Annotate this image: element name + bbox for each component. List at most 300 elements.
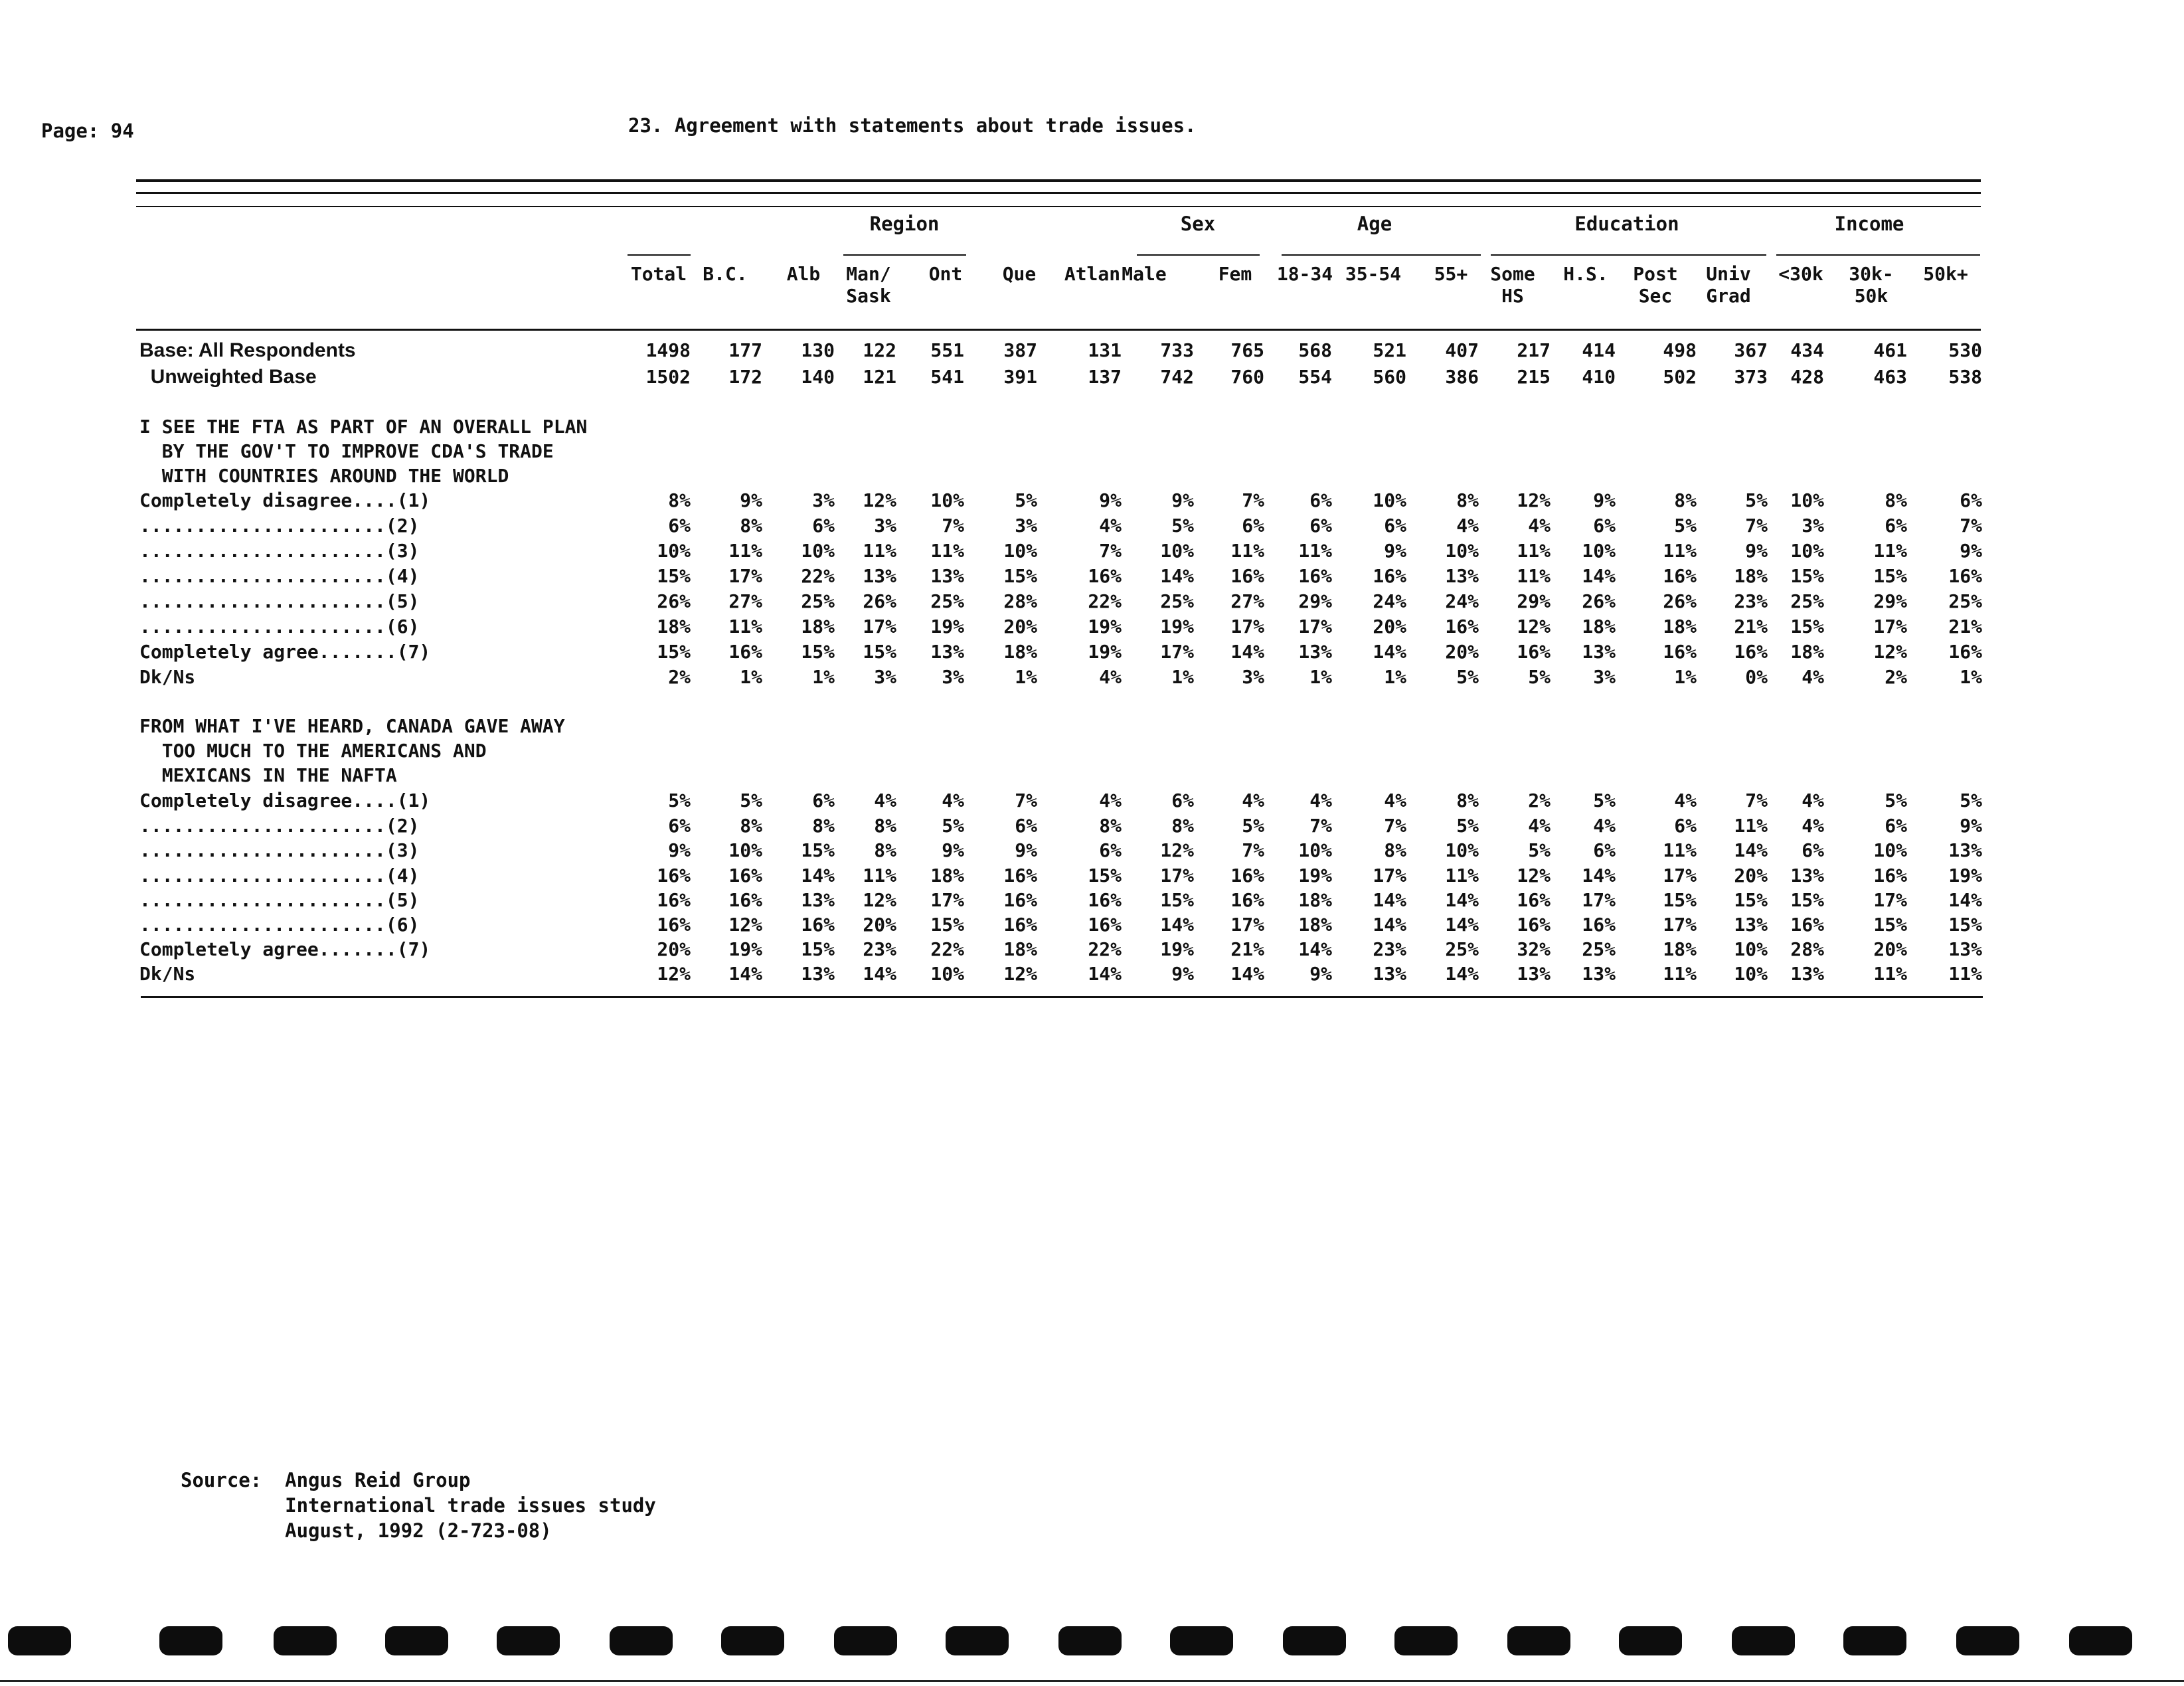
column-header: Ont (928, 263, 963, 285)
percent-cell: 11% (863, 865, 896, 886)
percent-cell: 17% (1663, 914, 1697, 936)
base-count-cell: 1502 (645, 366, 691, 388)
base-count-cell: 560 (1373, 366, 1406, 388)
percent-cell: 11% (1873, 540, 1907, 562)
percent-cell: 15% (657, 641, 691, 663)
percent-cell: 15% (1790, 889, 1824, 911)
base-count-cell: 554 (1298, 366, 1332, 388)
percent-cell: 8% (1384, 839, 1406, 861)
percent-cell: 16% (1517, 889, 1551, 911)
row-label: ......................(6) (139, 616, 420, 637)
percent-cell: 5% (1960, 790, 1982, 811)
percent-cell: 19% (1088, 641, 1122, 663)
percent-cell: 17% (1230, 914, 1264, 936)
percent-cell: 25% (801, 590, 835, 612)
row-label: Base: All Respondents (139, 339, 356, 361)
percent-cell: 15% (1003, 565, 1037, 587)
percent-cell: 10% (1373, 489, 1406, 511)
percent-cell: 11% (863, 540, 896, 562)
percent-cell: 16% (1230, 865, 1264, 886)
percent-cell: 2% (668, 666, 691, 688)
base-count-cell: 428 (1790, 366, 1824, 388)
percent-cell: 16% (728, 889, 762, 911)
percent-cell: 16% (1517, 914, 1551, 936)
percent-cell: 13% (1517, 963, 1551, 985)
percent-cell: 9% (1960, 540, 1982, 562)
percent-cell: 4% (1593, 815, 1616, 837)
row-label: ......................(6) (139, 914, 420, 936)
percent-cell: 9% (1015, 839, 1037, 861)
percent-cell: 16% (657, 914, 691, 936)
percent-cell: 5% (1456, 815, 1479, 837)
percent-cell: 14% (863, 963, 896, 985)
percent-cell: 19% (930, 616, 964, 637)
percent-cell: 2% (1528, 790, 1551, 811)
base-count-cell: 386 (1445, 366, 1479, 388)
percent-cell: 4% (1099, 790, 1122, 811)
percent-cell: 6% (1593, 839, 1616, 861)
percent-cell: 9% (1960, 815, 1982, 837)
percent-cell: 4% (1802, 666, 1824, 688)
percent-cell: 3% (942, 666, 964, 688)
percent-cell: 14% (1445, 889, 1479, 911)
percent-cell: 14% (728, 963, 762, 985)
percent-cell: 25% (1160, 590, 1194, 612)
percent-cell: 12% (1873, 641, 1907, 663)
percent-cell: 1% (1015, 666, 1037, 688)
row-label: Completely disagree....(1) (139, 489, 431, 511)
base-count-cell: 765 (1230, 339, 1264, 361)
percent-cell: 4% (1802, 815, 1824, 837)
percent-cell: 14% (1948, 889, 1982, 911)
base-count-cell: 1498 (645, 339, 691, 361)
row-label: ......................(4) (139, 865, 420, 886)
percent-cell: 7% (1242, 839, 1264, 861)
percent-cell: 17% (1873, 616, 1907, 637)
percent-cell: 16% (1948, 641, 1982, 663)
percent-cell: 13% (1790, 865, 1824, 886)
percent-cell: 16% (1663, 565, 1697, 587)
percent-cell: 9% (1309, 963, 1332, 985)
percent-cell: 17% (1663, 865, 1697, 886)
percent-cell: 6% (1309, 489, 1332, 511)
percent-cell: 3% (1242, 666, 1264, 688)
percent-cell: 22% (1088, 590, 1122, 612)
base-count-cell: 373 (1734, 366, 1768, 388)
percent-cell: 7% (1384, 815, 1406, 837)
percent-cell: 9% (668, 839, 691, 861)
percent-cell: 14% (1160, 914, 1194, 936)
column-header: 18-34 (1276, 263, 1333, 285)
base-count-cell: 733 (1160, 339, 1194, 361)
percent-cell: 20% (1873, 938, 1907, 960)
percent-cell: 14% (1160, 565, 1194, 587)
percent-cell: 26% (657, 590, 691, 612)
percent-cell: 12% (1517, 489, 1551, 511)
percent-cell: 15% (1160, 889, 1194, 911)
base-count-cell: 217 (1517, 339, 1551, 361)
percent-cell: 16% (1948, 565, 1982, 587)
column-header: B.C. (703, 263, 748, 285)
percent-cell: 29% (1517, 590, 1551, 612)
percent-cell: 8% (1099, 815, 1122, 837)
percent-cell: 16% (1003, 865, 1037, 886)
column-group-underline (1137, 254, 1260, 256)
base-count-cell: 414 (1582, 339, 1616, 361)
column-header: Univ Grad (1706, 263, 1751, 307)
percent-cell: 1% (1171, 666, 1194, 688)
percent-cell: 11% (1230, 540, 1264, 562)
percent-cell: 8% (1456, 790, 1479, 811)
percent-cell: 18% (930, 865, 964, 886)
percent-cell: 6% (1674, 815, 1697, 837)
statement-text: FROM WHAT I'VE HEARD, CANADA GAVE AWAY TOO MUCH TO THE AMERICANS AND MEXICANS IN THE NAFTA (139, 715, 565, 786)
top-rule (136, 179, 1981, 182)
percent-cell: 8% (1456, 489, 1479, 511)
row-label: Completely agree.......(7) (139, 641, 431, 663)
column-header: Fem (1218, 263, 1252, 285)
percent-cell: 15% (1663, 889, 1697, 911)
percent-cell: 16% (728, 865, 762, 886)
percent-cell: 14% (1373, 914, 1406, 936)
bottom-rule (141, 996, 1983, 998)
percent-cell: 16% (1734, 641, 1768, 663)
percent-cell: 7% (1309, 815, 1332, 837)
percent-cell: 9% (1384, 540, 1406, 562)
percent-cell: 5% (740, 790, 762, 811)
percent-cell: 18% (1790, 641, 1824, 663)
percent-cell: 11% (728, 540, 762, 562)
percent-cell: 14% (1230, 963, 1264, 985)
base-count-cell: 568 (1298, 339, 1332, 361)
percent-cell: 11% (1445, 865, 1479, 886)
percent-cell: 10% (1160, 540, 1194, 562)
base-count-cell: 502 (1663, 366, 1697, 388)
edge-mark (2069, 1626, 2132, 1655)
edge-mark (721, 1626, 784, 1655)
page-edge-marks (0, 1617, 2184, 1657)
percent-cell: 11% (930, 540, 964, 562)
percent-cell: 15% (801, 938, 835, 960)
percent-cell: 11% (1873, 963, 1907, 985)
row-label: ......................(5) (139, 590, 420, 612)
percent-cell: 23% (1373, 938, 1406, 960)
percent-cell: 12% (863, 489, 896, 511)
base-count-cell: 463 (1873, 366, 1907, 388)
percent-cell: 11% (1517, 540, 1551, 562)
percent-cell: 10% (930, 963, 964, 985)
base-count-cell: 434 (1790, 339, 1824, 361)
percent-cell: 16% (1445, 616, 1479, 637)
base-count-cell: 521 (1373, 339, 1406, 361)
percent-cell: 16% (1088, 889, 1122, 911)
percent-cell: 19% (1298, 865, 1332, 886)
row-label: Unweighted Base (139, 366, 317, 388)
percent-cell: 15% (1790, 565, 1824, 587)
percent-cell: 13% (1948, 938, 1982, 960)
percent-cell: 11% (1298, 540, 1332, 562)
page-bottom-edge (0, 1680, 2184, 1682)
column-header: H.S. (1563, 263, 1608, 285)
row-label: ......................(4) (139, 565, 420, 587)
percent-cell: 13% (1582, 963, 1616, 985)
percent-cell: 9% (1099, 489, 1122, 511)
percent-cell: 16% (1517, 641, 1551, 663)
percent-cell: 1% (812, 666, 835, 688)
percent-cell: 5% (1015, 489, 1037, 511)
percent-cell: 12% (728, 914, 762, 936)
percent-cell: 12% (1517, 865, 1551, 886)
percent-cell: 19% (728, 938, 762, 960)
percent-cell: 8% (740, 815, 762, 837)
percent-cell: 19% (1088, 616, 1122, 637)
percent-cell: 25% (1790, 590, 1824, 612)
percent-cell: 15% (657, 565, 691, 587)
edge-mark (1283, 1626, 1346, 1655)
percent-cell: 17% (1873, 889, 1907, 911)
percent-cell: 4% (1674, 790, 1697, 811)
column-header: Man/ Sask (846, 263, 891, 307)
percent-cell: 25% (1445, 938, 1479, 960)
percent-cell: 10% (1734, 938, 1768, 960)
base-count-cell: 742 (1160, 366, 1194, 388)
percent-cell: 16% (801, 914, 835, 936)
percent-cell: 6% (812, 515, 835, 537)
percent-cell: 6% (1099, 839, 1122, 861)
percent-cell: 14% (1298, 938, 1332, 960)
percent-cell: 4% (942, 790, 964, 811)
base-count-cell: 215 (1517, 366, 1551, 388)
edge-mark (385, 1626, 448, 1655)
percent-cell: 8% (668, 489, 691, 511)
column-header: 30k- 50k (1849, 263, 1894, 307)
percent-cell: 1% (1384, 666, 1406, 688)
percent-cell: 14% (1445, 914, 1479, 936)
edge-mark (946, 1626, 1009, 1655)
percent-cell: 5% (1171, 515, 1194, 537)
percent-cell: 26% (863, 590, 896, 612)
base-count-cell: 410 (1582, 366, 1616, 388)
percent-cell: 17% (1230, 616, 1264, 637)
percent-cell: 12% (1517, 616, 1551, 637)
base-count-cell: 172 (728, 366, 762, 388)
edge-mark (1843, 1626, 1906, 1655)
percent-cell: 21% (1948, 616, 1982, 637)
percent-cell: 1% (1960, 666, 1982, 688)
percent-cell: 25% (1582, 938, 1616, 960)
table-title: 23. Agreement with statements about trade issues. (628, 114, 1197, 137)
percent-cell: 20% (1003, 616, 1037, 637)
percent-cell: 0% (1745, 666, 1768, 688)
percent-cell: 4% (1528, 515, 1551, 537)
percent-cell: 7% (1015, 790, 1037, 811)
percent-cell: 15% (801, 641, 835, 663)
percent-cell: 28% (1790, 938, 1824, 960)
edge-mark (1058, 1626, 1122, 1655)
percent-cell: 8% (874, 839, 896, 861)
percent-cell: 18% (1003, 938, 1037, 960)
percent-cell: 6% (1802, 839, 1824, 861)
header-rule (136, 206, 1981, 207)
percent-cell: 8% (740, 515, 762, 537)
percent-cell: 15% (1948, 914, 1982, 936)
percent-cell: 6% (1885, 515, 1907, 537)
base-count-cell: 530 (1948, 339, 1982, 361)
base-count-cell: 391 (1003, 366, 1037, 388)
percent-cell: 13% (863, 565, 896, 587)
base-count-cell: 367 (1734, 339, 1768, 361)
percent-cell: 4% (1384, 790, 1406, 811)
base-count-cell: 122 (863, 339, 896, 361)
percent-cell: 24% (1373, 590, 1406, 612)
base-count-cell: 538 (1948, 366, 1982, 388)
base-count-cell: 498 (1663, 339, 1697, 361)
percent-cell: 6% (1384, 515, 1406, 537)
column-header: Alb (786, 263, 821, 285)
percent-cell: 7% (1242, 489, 1264, 511)
percent-cell: 27% (728, 590, 762, 612)
percent-cell: 9% (1745, 540, 1768, 562)
percent-cell: 16% (1088, 914, 1122, 936)
base-count-cell: 121 (863, 366, 896, 388)
percent-cell: 19% (1948, 865, 1982, 886)
edge-mark (497, 1626, 560, 1655)
percent-cell: 13% (1790, 963, 1824, 985)
edge-mark (1619, 1626, 1682, 1655)
percent-cell: 4% (1528, 815, 1551, 837)
percent-cell: 4% (1242, 790, 1264, 811)
percent-cell: 6% (1885, 815, 1907, 837)
percent-cell: 3% (1015, 515, 1037, 537)
percent-cell: 16% (657, 865, 691, 886)
percent-cell: 6% (1242, 515, 1264, 537)
edge-mark (1394, 1626, 1458, 1655)
column-header: 35-54 (1345, 263, 1402, 285)
percent-cell: 1% (1309, 666, 1332, 688)
percent-cell: 12% (657, 963, 691, 985)
percent-cell: 17% (1582, 889, 1616, 911)
percent-cell: 9% (942, 839, 964, 861)
edge-mark (834, 1626, 897, 1655)
percent-cell: 32% (1517, 938, 1551, 960)
percent-cell: 21% (1734, 616, 1768, 637)
column-header: Que (1002, 263, 1037, 285)
edge-mark (274, 1626, 337, 1655)
row-label: ......................(5) (139, 889, 420, 911)
percent-cell: 5% (1456, 666, 1479, 688)
base-count-cell: 461 (1873, 339, 1907, 361)
percent-cell: 8% (1674, 489, 1697, 511)
percent-cell: 17% (1298, 616, 1332, 637)
percent-cell: 9% (1593, 489, 1616, 511)
percent-cell: 17% (930, 889, 964, 911)
page-number: Page: 94 (41, 120, 134, 142)
row-label: ......................(3) (139, 540, 420, 562)
percent-cell: 10% (1790, 489, 1824, 511)
row-label: ......................(2) (139, 515, 420, 537)
percent-cell: 18% (1003, 641, 1037, 663)
percent-cell: 20% (863, 914, 896, 936)
percent-cell: 11% (1517, 565, 1551, 587)
percent-cell: 10% (1790, 540, 1824, 562)
top-rule-secondary (136, 192, 1981, 194)
percent-cell: 8% (1171, 815, 1194, 837)
percent-cell: 4% (1099, 666, 1122, 688)
percent-cell: 5% (1593, 790, 1616, 811)
percent-cell: 13% (930, 641, 964, 663)
percent-cell: 7% (942, 515, 964, 537)
percent-cell: 11% (1663, 839, 1697, 861)
percent-cell: 18% (1582, 616, 1616, 637)
percent-cell: 16% (657, 889, 691, 911)
percent-cell: 13% (801, 963, 835, 985)
source-note: Source: Angus Reid Group International trade issues study August, 1992 (2-723-08) (181, 1469, 656, 1542)
percent-cell: 3% (812, 489, 835, 511)
percent-cell: 6% (812, 790, 835, 811)
percent-cell: 7% (1745, 515, 1768, 537)
percent-cell: 18% (1663, 616, 1697, 637)
percent-cell: 16% (1003, 889, 1037, 911)
percent-cell: 23% (1734, 590, 1768, 612)
percent-cell: 13% (1582, 641, 1616, 663)
percent-cell: 16% (1230, 565, 1264, 587)
percent-cell: 5% (1528, 839, 1551, 861)
percent-cell: 15% (863, 641, 896, 663)
percent-cell: 6% (1960, 489, 1982, 511)
percent-cell: 14% (1734, 839, 1768, 861)
percent-cell: 4% (1309, 790, 1332, 811)
column-group-underline (843, 254, 966, 256)
percent-cell: 13% (1373, 963, 1406, 985)
percent-cell: 17% (728, 565, 762, 587)
percent-cell: 15% (930, 914, 964, 936)
column-header-rule (136, 329, 1981, 331)
percent-cell: 16% (1373, 565, 1406, 587)
percent-cell: 23% (863, 938, 896, 960)
column-header: Total (630, 263, 687, 285)
percent-cell: 5% (942, 815, 964, 837)
percent-cell: 29% (1873, 590, 1907, 612)
percent-cell: 19% (1160, 938, 1194, 960)
percent-cell: 8% (812, 815, 835, 837)
percent-cell: 9% (1171, 489, 1194, 511)
percent-cell: 7% (1099, 540, 1122, 562)
column-group-underline (1491, 254, 1766, 256)
percent-cell: 1% (1674, 666, 1697, 688)
percent-cell: 14% (801, 865, 835, 886)
percent-cell: 16% (1790, 914, 1824, 936)
percent-cell: 4% (1456, 515, 1479, 537)
percent-cell: 10% (1734, 963, 1768, 985)
percent-cell: 20% (1373, 616, 1406, 637)
column-group-sex: Sex (1180, 212, 1216, 235)
percent-cell: 16% (1088, 565, 1122, 587)
base-count-cell: 407 (1445, 339, 1479, 361)
percent-cell: 5% (1885, 790, 1907, 811)
percent-cell: 7% (1745, 790, 1768, 811)
edge-mark (159, 1626, 222, 1655)
percent-cell: 13% (1445, 565, 1479, 587)
percent-cell: 22% (801, 565, 835, 587)
percent-cell: 18% (1734, 565, 1768, 587)
percent-cell: 5% (668, 790, 691, 811)
percent-cell: 17% (1160, 641, 1194, 663)
percent-cell: 10% (1582, 540, 1616, 562)
column-group-region: Region (869, 212, 940, 235)
percent-cell: 13% (1948, 839, 1982, 861)
percent-cell: 20% (1734, 865, 1768, 886)
column-header: Male (1122, 263, 1167, 285)
